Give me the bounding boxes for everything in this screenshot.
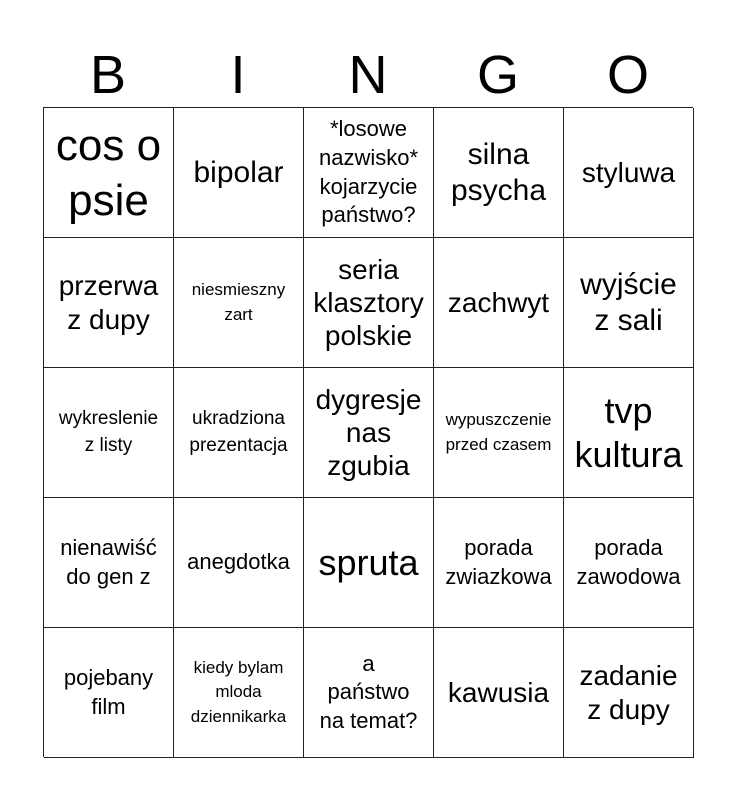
cell-text: bipolar — [193, 155, 284, 189]
header-letter-i: I — [230, 45, 246, 105]
bingo-cell[interactable] — [174, 368, 304, 498]
cell-text: *losowe nazwisko* kojarzycie państwo? — [318, 116, 419, 228]
bingo-cell[interactable] — [304, 108, 434, 238]
bingo-cell[interactable] — [434, 108, 564, 238]
bingo-cell[interactable] — [434, 498, 564, 628]
cell-text: zadanie z dupy — [579, 660, 678, 725]
bingo-cell[interactable] — [434, 238, 564, 368]
cell-text: kiedy bylam mloda dziennikarka — [190, 657, 287, 726]
bingo-cell[interactable] — [44, 628, 174, 758]
bingo-cell[interactable] — [304, 368, 434, 498]
cell-text: porada zwiazkowa — [445, 534, 552, 589]
cell-text: anegdotka — [187, 549, 290, 575]
bingo-cell[interactable] — [44, 238, 174, 368]
header-letter-g: G — [476, 45, 519, 105]
header-letter-o: O — [606, 45, 649, 105]
cell-text: niesmieszny zart — [191, 279, 286, 324]
cell-text: styluwa — [581, 156, 676, 188]
bingo-cell[interactable] — [174, 498, 304, 628]
bingo-cell[interactable] — [174, 108, 304, 238]
bingo-cell[interactable] — [434, 368, 564, 498]
bingo-cell[interactable] — [44, 368, 174, 498]
bingo-cell[interactable] — [44, 498, 174, 628]
header-letter-b: B — [89, 45, 127, 105]
cell-text: przerwa z dupy — [58, 270, 159, 335]
cell-text: zachwyt — [447, 286, 550, 318]
bingo-cell[interactable] — [174, 628, 304, 758]
cell-text: pojebany film — [63, 664, 154, 719]
bingo-cell[interactable] — [564, 238, 694, 368]
bingo-board — [43, 107, 693, 757]
cell-text: ukradziona prezentacja — [189, 407, 288, 456]
cell-text: nienawiść do gen z — [60, 534, 157, 589]
bingo-cell[interactable] — [564, 628, 694, 758]
bingo-cell[interactable] — [304, 628, 434, 758]
cell-text: dygresje nas zgubia — [315, 383, 422, 482]
bingo-cell[interactable] — [434, 628, 564, 758]
bingo-cell[interactable] — [174, 238, 304, 368]
bingo-cell[interactable] — [564, 498, 694, 628]
bingo-header — [43, 44, 693, 106]
bingo-cell[interactable] — [304, 498, 434, 628]
cell-text: wykreslenie z listy — [58, 407, 159, 456]
header-letter-n: N — [348, 45, 388, 105]
bingo-cell[interactable] — [564, 368, 694, 498]
cell-text: spruta — [318, 541, 419, 583]
cell-text: porada zawodowa — [576, 534, 681, 589]
cell-text: tvp kultura — [574, 390, 683, 475]
bingo-cell[interactable] — [304, 238, 434, 368]
cell-text: wypuszczenie przed czasem — [445, 409, 552, 454]
cell-text: cos o psie — [55, 120, 162, 225]
cell-text: kawusia — [447, 676, 550, 708]
cell-text: silna psycha — [450, 137, 547, 207]
cell-text: seria klasztory polskie — [313, 253, 424, 352]
bingo-cell[interactable] — [44, 108, 174, 238]
cell-text: wyjście z sali — [580, 267, 677, 337]
bingo-cell[interactable] — [564, 108, 694, 238]
cell-text: a państwo na temat? — [319, 650, 418, 733]
